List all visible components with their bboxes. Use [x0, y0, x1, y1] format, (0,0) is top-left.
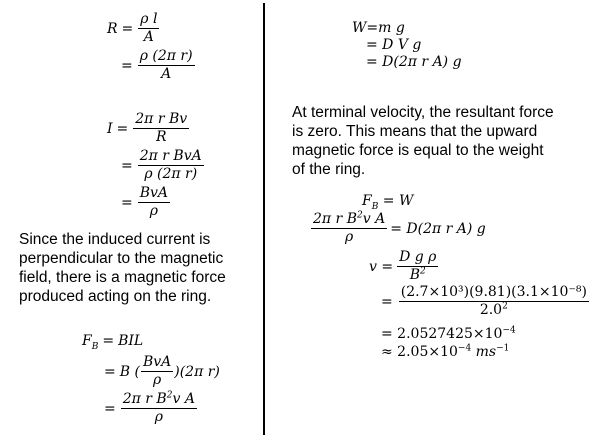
terminal-velocity-paragraph: At terminal velocity, the resultant force is zero. This means that the upward magnetic force is equal to the weight of the ring.	[292, 104, 554, 178]
result-rounded: ≈ $2.05\times 10^{-4}$ $ms^{-1}$	[381, 343, 510, 360]
weight-equation: W=m g = D V g = D(2π r A) g	[352, 20, 462, 70]
rho-circumference-over-a: $\frac{\text{ρ (2π r)}}{A}$	[139, 48, 193, 82]
fb-equals-w: $F_B = W$	[362, 193, 414, 212]
result-exact: = $2.0527425\times 10^{-4}$	[381, 325, 516, 342]
i-symbol: I	[107, 120, 113, 137]
magnetic-force-paragraph: Since the induced current is perpendicular to the magnetic field, there is a magnetic force produced acting on the ring.	[19, 231, 226, 305]
substitution-line: = $\frac{\text{(2.7×10³)(9.81)(3.1×10⁻⁸)}}{2.0^2}$	[381, 284, 587, 318]
resistance-equation: R = $\frac{\text{ρ l}}{A}$ = $\frac{\text{ρ (2π r)}}{A}$	[107, 11, 193, 82]
r-symbol: R	[107, 20, 118, 37]
current-equation: I = $\frac{\text{2π r Bv}}{R}$ = $\frac{\text{2π r BvA}}{\text{ρ (2π r)}}$ = $\frac{\text{BvA}}{\rho}$	[107, 111, 202, 219]
rho-l-over-a: $\frac{\text{ρ l}}{A}$	[140, 11, 158, 45]
velocity-equation: v = $\frac{\text{D g ρ}}{B^2}$	[369, 249, 437, 283]
force-balance-equation: $\frac{2\pi r B^2v A}{\rho}$ = D(2π r A) g	[313, 210, 486, 245]
column-divider	[263, 3, 265, 435]
force-equation: $F_B$ = BIL = B ( $\frac{\text{BvA}}{\rho}$ )(2π r) = $\frac{2\pi r B^2v A}{\rho}$	[82, 333, 220, 425]
